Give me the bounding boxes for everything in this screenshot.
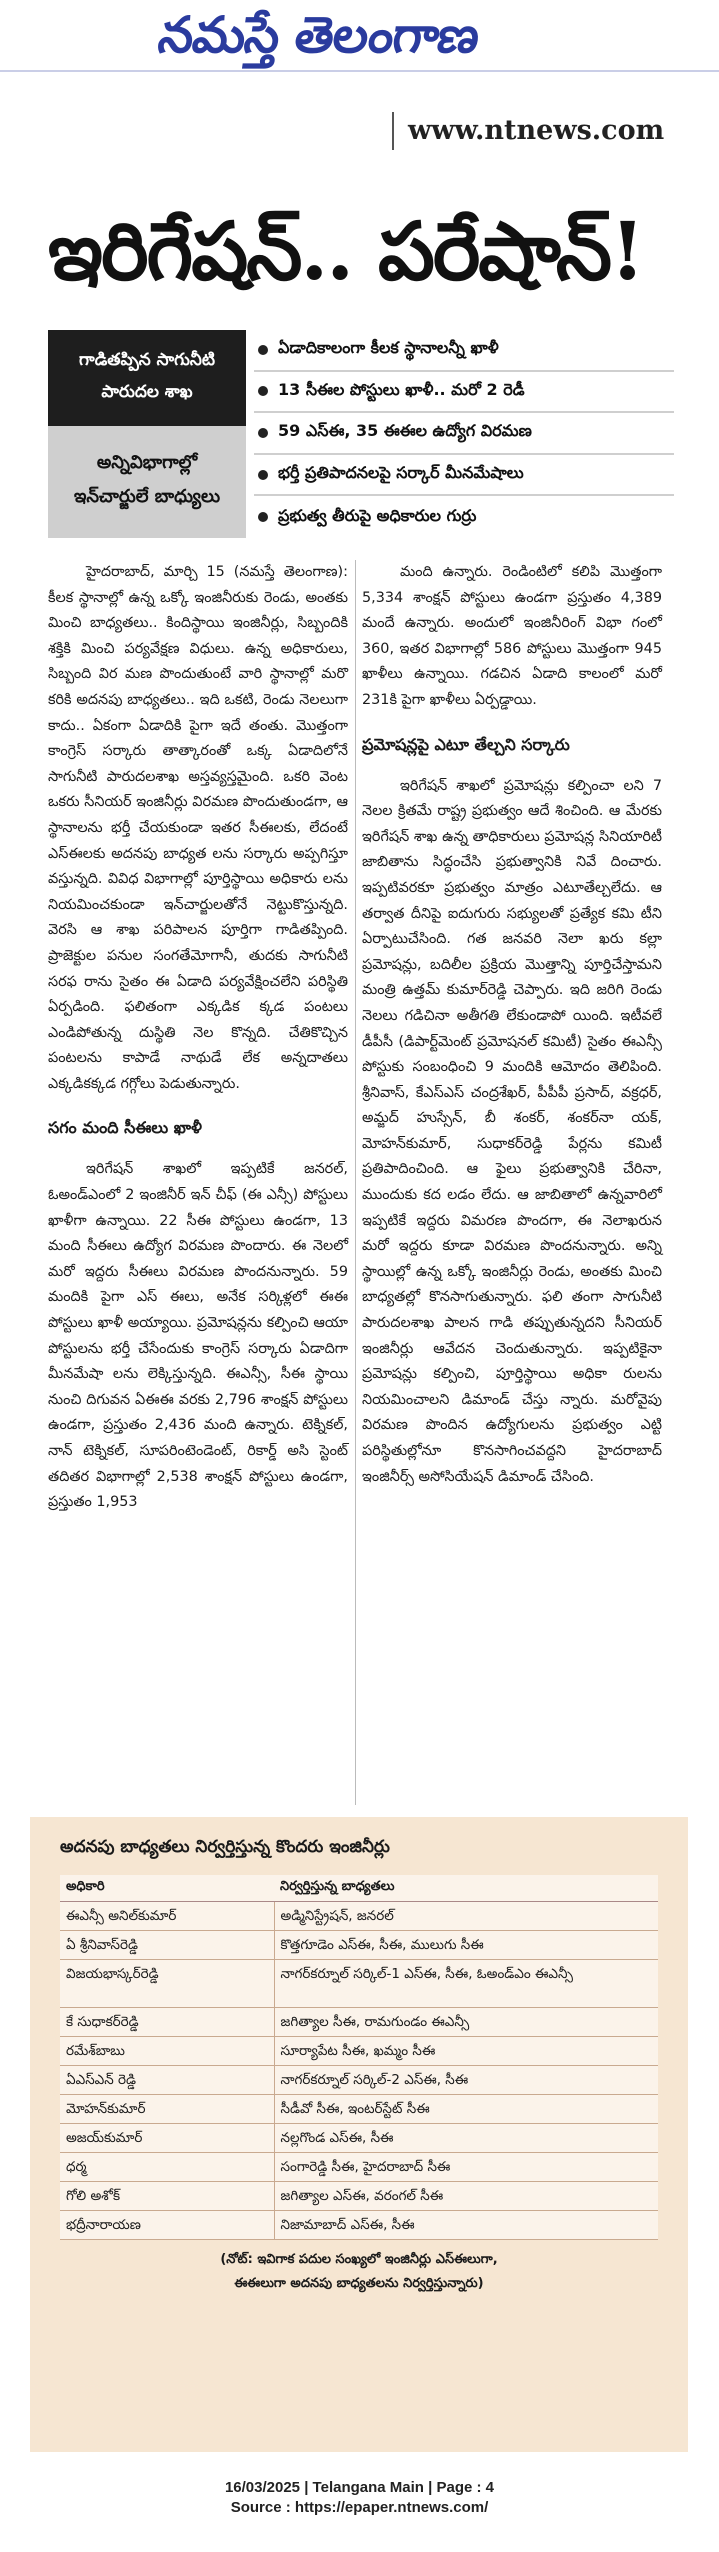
column-divider	[355, 560, 356, 1805]
duties-cell: సూర్యాపేట సీఈ, ఖమ్మం సీఈ	[274, 2037, 658, 2066]
duties-cell: జగిత్యాల సీఈ, రామగుండం ఈఎన్సీ	[274, 2008, 658, 2037]
table-row	[60, 1960, 658, 2008]
duties-cell: సంగారెడ్డి సీఈ, హైదరాబాద్ సీఈ	[274, 2153, 658, 2182]
officer-cell: కే సుధాకర్‌రెడ్డి	[60, 2008, 274, 2037]
kicker-bottom-line: ఇన్‌చార్జులే బాధ్యులు	[73, 486, 221, 507]
article-column-left	[48, 560, 348, 1516]
officer-cell: అజయ్‌కుమార్	[60, 2124, 274, 2153]
article-paragraph: ఇరిగేషన్ శాఖలో ఇప్పటికే జనరల్, ఓఅండ్‌ఎంలో 2 ఇంజినీర్ ఇన్ చీఫ్ (ఈ ఎన్సీ) పోస్టులు ఖాళీగా ఉన్నాయి. 22 సీఈ పోస్టులు ఉండగా, 13 మంది సీఈలు ఉద్యోగ విరమణ పొందారు. ఈ నెలలో మరో ఇద్దరు సీఈలు విరమణ పొందనున్నారు. 59 మందికి పైగా ఎస్ ఈలు, అనేక సర్కిళ్లలో ఈఈ పోస్టులు ఖాళీ అయ్యాయి. ప్రమోషన్లను కల్పించి ఆయా పోస్టులను భర్తీ చేసేందుకు కాంగ్రెస్ సర్కారు ఏడాదిగా మీనమేషా లను లెక్కిస్తున్నది. ఈఎన్సీ, సీఈ స్థాయి నుంచి దిగువన ఏఈఈ వరకు 2,796 శాంక్షన్ పోస్టులు ఉండగా, ప్రస్తుతం 2,436 మంది ఉన్నారు. టెక్నికల్, నాన్ టెక్నికల్, సూపరింటెండెంట్, రికార్డ్ అసి స్టెంట్ తదితర విభాగాల్లో 2,538 శాంక్షన్ పోస్టులు ఉండగా, ప్రస్తుతం 1,953	[48, 1161, 348, 1511]
kicker-top-line: పారుదల శాఖ	[101, 382, 193, 402]
kicker-bottom-line: అన్నివిభాగాల్లో	[96, 452, 198, 473]
table-row	[60, 1931, 658, 1960]
masthead-rule	[0, 70, 719, 72]
officer-cell: ధర్మ	[60, 2153, 274, 2182]
officer-cell: భద్రీనారాయణ	[60, 2211, 274, 2240]
article-paragraph: ఇరిగేషన్ శాఖలో ప్రమోషన్లు కల్పించా లని 7 నెలల క్రితమే రాష్ట్ర ప్రభుత్వం ఆదే శించింది. ఆ మేరకు ఇరిగేషన్ శాఖ ఉన్న తాధికారులు ప్రమోషన్ల సినియారిటీ జాబితాను సిద్ధంచేసి ప్రభుత్వానికి నివే దించారు. ఇప్పటివరకూ ప్రభుత్వం మాత్రం ఎటూతేల్చలేదు. ఆ తర్వాత దీనిపై ఐదుగురు సభ్యులతో ప్రత్యేక కమి టీని ఏర్పాటుచేసింది. గత జనవరి నెలా ఖరు కల్లా ప్రమోషన్లు, బదిలీల ప్రక్రియ మొత్తాన్ని పూర్తిచేస్తామని మంత్రి ఉత్తమ్ కుమార్‌రెడ్డి చెప్పారు. ఇది జరిగి రెండు నెలలు గడిచినా అతీగతి లేకుండాపో యింది. ఇటీవలే డీపీసీ (డిపార్ట్‌మెంట్ ప్రమోషనల్ కమిటీ) సైతం ఈఎన్సీ పోస్టుకు సంబంధించి 9 మందికి ఆమోదం తెలిపింది. శ్రీనివాస్, కేఎస్‌ఎస్ చంద్రశేఖర్, పీపీపీ ప్రసాద్, వక్రధర్, అమ్జద్ హుస్సేన్, బీ శంకర్, శంకర్‌నా యక్, మోహన్‌కుమార్, సుధాకర్‌రెడ్డి పేర్లను కమిటీ ప్రతిపాదించింది. ఆ ఫైలు ప్రభుత్వానికి చేరినా, ముందుకు కద లడం లేదు. ఆ జాబితాలో ఉన్నవారిలో ఇప్పటికే ఇద్దరు విమరణ పొందగా, ఈ నెలాఖరున మరో ఇద్దరు కూడా విరమణ పొందనున్నారు. అన్ని స్థాయిల్లో ఉన్న ఒక్కో ఇంజినీర్లు రెండు, అంతకు మించి బాధ్యతల్లో కొనసాగుతున్నారు. ఫలి తంగా సాగునీటి పారుదలశాఖ పాలన గాడి తప్పుతున్నదని సీనియర్ ఇంజినీర్లు ఆవేదన చెందుతున్నారు. ఇప్పటికైనా ప్రమోషన్లు కల్పించి, పూర్తిస్థాయి అధికా రులను నియమించాలని డిమాండ్ చేస్తు న్నారు. మరోవైపు విరమణ పొందిన ఉద్యోగులను ప్రభుత్వం ఎట్టి పరిస్థితుల్లోనూ కొనసాగించవద్దని హైదరాబాద్ ఇంజినీర్స్ అసోసియేషన్ డిమాండ్ చేసింది.	[362, 777, 662, 1485]
highlight-text: భర్తీ ప్రతిపాదనలపై సర్కార్ మీనమేషాలు	[278, 463, 524, 483]
table-header-cell: అధికారి	[60, 1875, 274, 1902]
bullet-icon	[258, 470, 268, 480]
officer-cell: మోహన్‌కుమార్	[60, 2095, 274, 2124]
table-header-row	[60, 1875, 658, 1902]
officer-cell: విజయభాస్కర్‌రెడ్డి	[60, 1960, 274, 2008]
article-subhead: ప్రమోషన్లపై ఎటూ తేల్చని సర్కారు	[362, 734, 570, 754]
table-row	[60, 2153, 658, 2182]
table-note-line: (నోట్: ఇవిగాక పదుల సంఖ్యలో ఇంజినీర్లు ఎస్‌ఈలుగా,	[220, 2252, 498, 2267]
footer-source-link[interactable]: Source : https://epaper.ntnews.com/	[230, 2499, 489, 2516]
table-row	[60, 2182, 658, 2211]
table-row	[60, 1902, 658, 1931]
kicker-bottom	[48, 426, 246, 538]
article-paragraph: మంది ఉన్నారు. రెండింటిలో కలిపి మొత్తంగా 5,334 శాంక్షన్ పోస్టులు ఉండగా ప్రస్తుతం 4,389 మందే ఉన్నారు. అందులో ఇంజినీరింగ్ విభా గంలో 360, ఇతర విభాగాల్లో 586 పోస్టులు మొత్తంగా 945 ఖాళీలు ఉన్నాయి. గడచిన ఏడాది కాలంలో మరో 231కి పైగా ఖాళీలు ఏర్పడ్డాయి.	[362, 564, 662, 708]
highlight-text: 59 ఎస్‌ఈ, 35 ఈఈల ఉద్యోగ విరమణ	[278, 421, 532, 441]
engineers-table-box	[30, 1817, 688, 2452]
highlight-item	[254, 330, 674, 372]
officer-cell: గోలి అశోక్	[60, 2182, 274, 2211]
footer-edition-line: 16/03/2025 | Telangana Main | Page : 4	[224, 2479, 495, 2496]
table-title: అదనపు బాధ్యతలు నిర్వర్తిస్తున్న కొందరు ఇంజినీర్లు	[60, 1837, 390, 1857]
table-row	[60, 2037, 658, 2066]
duties-cell: జగిత్యాల ఎస్‌ఈ, వరంగల్ సీఈ	[274, 2182, 658, 2211]
highlight-text: 13 సీఈల పోస్టులు ఖాళీ.. మరో 2 రెడీ	[278, 379, 525, 399]
highlight-text: ఏడాదికాలంగా కీలక స్థానాలన్నీ ఖాళీ	[278, 338, 499, 358]
highlight-item	[254, 413, 674, 455]
officer-cell: ఏఎస్‌ఎన్ రెడ్డి	[60, 2066, 274, 2095]
newspaper-logo: నమస్తే తెలంగాణ	[154, 6, 483, 64]
duties-cell: నిజామాబాద్ ఎస్‌ఈ, సీఈ	[274, 2211, 658, 2240]
masthead	[0, 0, 719, 110]
bullet-icon	[258, 512, 268, 522]
table-row	[60, 2211, 658, 2240]
bullet-icon	[258, 428, 268, 438]
table-row	[60, 2095, 658, 2124]
highlight-item	[254, 372, 674, 414]
highlight-item	[254, 496, 674, 538]
officer-cell: రమేశ్‌బాబు	[60, 2037, 274, 2066]
duties-cell: నాగర్‌కర్నూల్ సర్కిల్-2 ఎస్‌ఈ, సీఈ	[274, 2066, 658, 2095]
table-note-line: ఈఈలుగా అదనపు బాధ్యతలను నిర్వర్తిస్తున్నారు)	[234, 2276, 484, 2291]
duties-cell: నల్లగొండ ఎస్‌ఈ, సీఈ	[274, 2124, 658, 2153]
article-subhead: సగం మంది సీఈలు ఖాళీ	[48, 1118, 202, 1138]
duties-cell: నాగర్‌కర్నూల్ సర్కిల్-1 ఎస్‌ఈ, సీఈ, ఓఅండ్‌ఎం ఈఎన్సీ	[274, 1960, 658, 2008]
bullet-icon	[258, 386, 268, 396]
duties-cell: సీడీవో సీఈ, ఇంటర్‌స్టేట్ సీఈ	[274, 2095, 658, 2124]
divider	[392, 112, 394, 150]
bullet-icon	[258, 345, 268, 355]
duties-cell: అడ్మినిస్ట్రేషన్, జనరల్	[274, 1902, 658, 1931]
engineers-table	[60, 1875, 658, 2240]
page-footer	[0, 2478, 719, 2518]
table-row	[60, 2124, 658, 2153]
headline: ఇరిగేషన్.. పరేషాన్!	[48, 204, 644, 298]
site-url[interactable]: www.ntnews.com	[408, 115, 665, 146]
article-paragraph: హైదరాబాద్, మార్చి 15 (నమస్తే తెలంగాణ): కీలక స్థానాల్లో ఉన్న ఒక్కో ఇంజినీరుకు రెండు, అంతకు మించి బాధ్యతలు.. కిందిస్థాయి ఇంజినీర్లు, సిబ్బందికి శక్తికి మించి పర్యవేక్షణ విధులు. ఉన్న అధికారులు, సిబ్బంది విర మణ పొందుతుంటే వారి స్థానాల్లో మరొ కరికి అదనపు బాధ్యతలు.. ఇది ఒకటి, రెండు నెలలుగా కాదు.. ఏకంగా ఏడాదికి పైగా ఇదే తంతు. మొత్తంగా కాంగ్రెస్ సర్కారు తాత్కారంతో ఒక్క ఏడాదిలోనే సాగునీటి పారుదలశాఖ అస్తవ్యస్తమైంది. ఒకరి వెంట ఒకరు సీనియర్ ఇంజినీర్లు విరమణ పొందుతుండగా, ఆ స్థానాలను భర్తీ చేయకుండా ఇతర సీఈలకు, లేదంటే ఎస్‌ఈలకు అదనపు బాధ్యత లను సర్కారు అప్పగిస్తూ వస్తున్నది. వివిధ విభాగాల్లో పూర్తిస్థాయి అధికారు లను నియమించకుండా ఇన్‌చార్జులతోనే నెట్టుకొస్తున్నది. వెరసి ఆ శాఖ పరిపాలన పూర్తిగా గాడితప్పింది. ప్రాజెక్టుల పనుల సంగతేమోగానీ, తుదకు సాగునీటి సరఫ రాను సైతం ఈ ఏడాది పర్యవేక్షించలేని పరిస్థితి ఏర్పడింది. ఫలితంగా ఎక్కడిక క్కడ పంటలు ఎండిపోతున్న దుస్థితి నెల కొన్నది. చేతికొచ్చిన పంటలను కాపాడే నాథుడే లేక అన్నదాతలు ఎక్కడికక్కడ గగ్గోలు పెడుతున్నారు.	[48, 564, 348, 1092]
duties-cell: కొత్తగూడెం ఎస్‌ఈ, సీఈ, ములుగు సీఈ	[274, 1931, 658, 1960]
table-note	[60, 2248, 658, 2296]
table-header-cell: నిర్వర్తిస్తున్న బాధ్యతలు	[274, 1875, 658, 1902]
highlight-text: ప్రభుత్వ తీరుపై అధికారుల గుర్రు	[278, 505, 477, 525]
officer-cell: ఈఎన్సీ అనిల్‌కుమార్	[60, 1902, 274, 1931]
officer-cell: ఏ శ్రీనివాస్‌రెడ్డి	[60, 1931, 274, 1960]
kicker-top-line: గాడితప్పిన సాగునీటి	[79, 350, 215, 370]
highlight-item	[254, 455, 674, 497]
highlights-list	[254, 330, 674, 538]
table-row	[60, 2066, 658, 2095]
article-column-right	[362, 560, 662, 1490]
table-row	[60, 2008, 658, 2037]
kicker-box	[48, 330, 246, 538]
kicker-top	[48, 330, 246, 426]
